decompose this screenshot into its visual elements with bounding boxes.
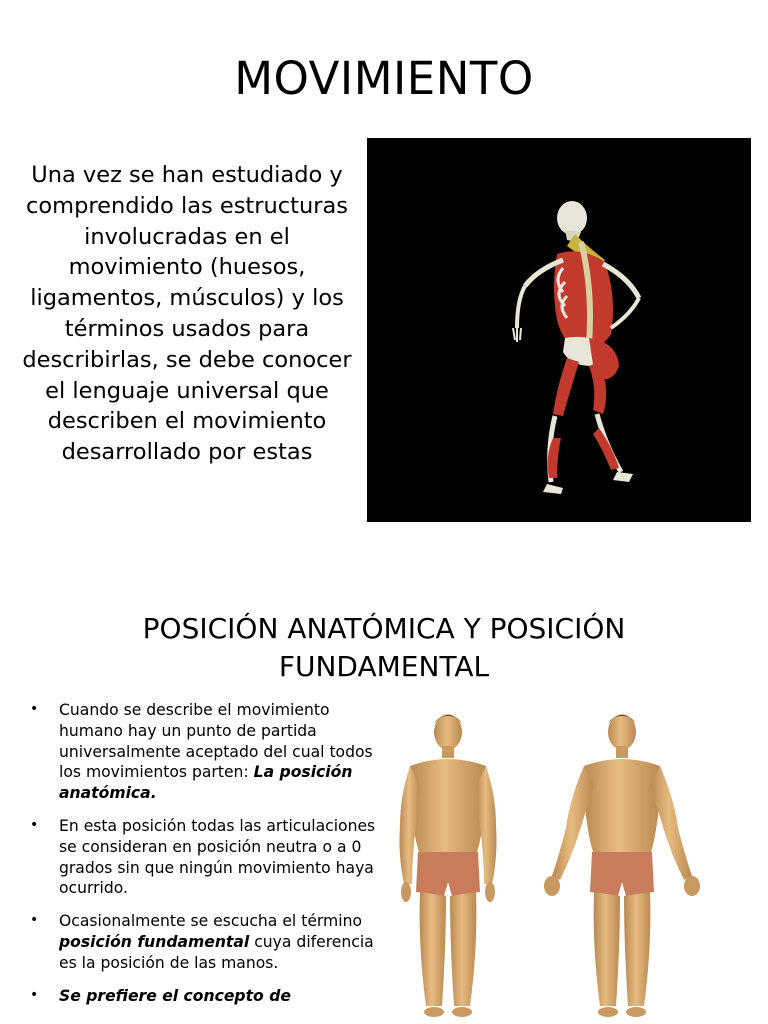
list-item (28, 816, 388, 899)
bullet-text: En esta posición todas las articulaciones se consideran en posición neutra o a 0 grados sin que ningún movimiento haya ocurrido. (59, 816, 376, 898)
walking-skeleton-muscles-icon (367, 138, 751, 522)
human-figure-anatomical-position-icon (544, 714, 700, 1017)
slide-title: MOVIMIENTO (234, 52, 534, 105)
bullet-list (28, 700, 388, 1018)
bullet-after: cuya diferencia es la posición de las manos. (59, 932, 374, 972)
human-figure-fundamental-position-icon (400, 714, 497, 1017)
bullet-text: Ocasionalmente se escucha el término (59, 912, 362, 931)
bullet-emphasis: posición fundamental (59, 932, 250, 951)
slide-title (0, 610, 768, 686)
bullet-marker: • (30, 816, 39, 833)
bullet-after: . (150, 784, 157, 803)
bullet-emphasis: La posición anatómica (59, 763, 353, 803)
bullet-text: Cuando se describe el movimiento humano hay un punto de partida universalmente aceptado del cual todos los movimientos parten: (59, 701, 373, 782)
list-item (28, 700, 388, 804)
walking-skeleton-image (367, 138, 751, 522)
bullet-emphasis: Se prefiere el concepto de (59, 986, 291, 1005)
list-item (28, 986, 388, 1007)
slide-posicion-anatomica (0, 580, 768, 1024)
anatomical-figures-image (392, 706, 722, 1024)
title-line-2: FUNDAMENTAL (278, 650, 490, 683)
bullet-marker: • (30, 912, 39, 929)
title-line-1: POSICIÓN ANATÓMICA Y POSICIÓN (142, 612, 626, 645)
slide-body-text: Una vez se han estudiado y comprendido las estructuras involucradas en el movimiento (huesos, ligamentos, músculos) y los términos usados para describirlas, se debe conocer el lenguaje universal que describen el movimiento desarrollado por estas (22, 162, 352, 466)
bullet-marker: • (30, 701, 39, 717)
list-item (28, 911, 388, 973)
bullet-marker: • (30, 986, 39, 1003)
